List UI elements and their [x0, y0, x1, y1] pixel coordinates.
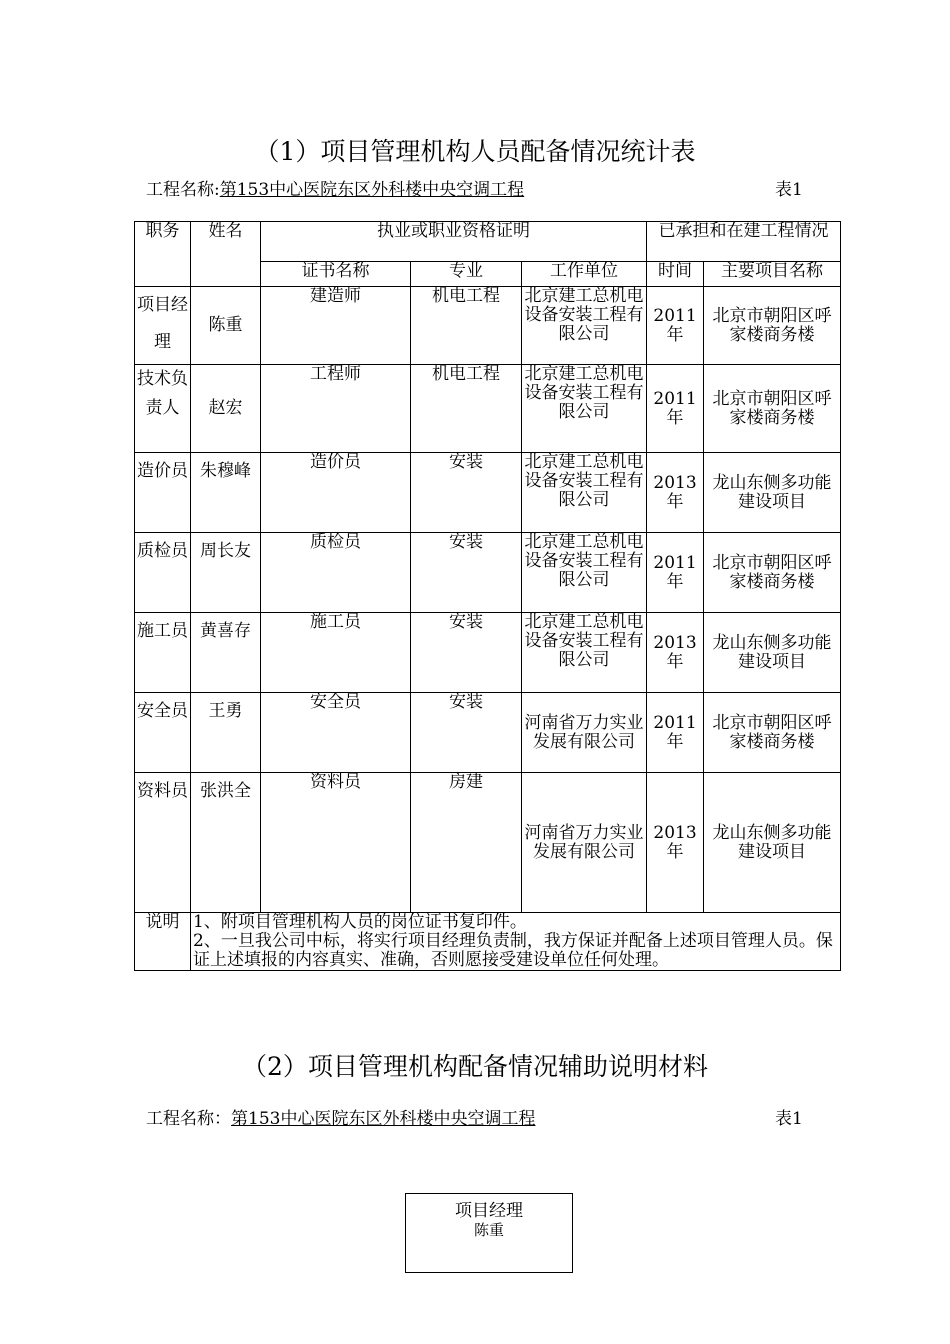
cell-employer: 北京建工总机电设备安装工程有限公司 — [522, 365, 647, 453]
cell-time: 2013年 — [647, 453, 704, 533]
cell-duty: 安全员 — [135, 693, 191, 773]
section1-title: （1）项目管理机构人员配备情况统计表 — [254, 137, 696, 166]
table-row — [135, 693, 841, 773]
cell-employer: 河南省万力实业发展有限公司 — [522, 693, 647, 773]
cell-employer: 北京建工总机电设备安装工程有限公司 — [522, 287, 647, 365]
table-note-row — [135, 913, 841, 971]
section2-title: （2）项目管理机构配备情况辅助说明材料 — [242, 1052, 708, 1081]
note-label: 说明 — [135, 913, 191, 971]
cell-duty: 施工员 — [135, 613, 191, 693]
header-duty: 职务 — [135, 222, 191, 287]
cell-project: 龙山东侧多功能建设项目 — [704, 773, 841, 913]
header-specialty: 专业 — [411, 262, 522, 287]
note-text — [191, 913, 841, 971]
project-name: 第153中心医院东区外科楼中央空调工程 — [219, 180, 525, 200]
header-cert-group: 执业或职业资格证明 — [261, 222, 647, 262]
table-row — [135, 613, 841, 693]
cell-name: 陈重 — [191, 287, 261, 365]
table-row — [135, 453, 841, 533]
cell-cert: 造价员 — [261, 453, 411, 533]
cell-specialty: 安装 — [411, 613, 522, 693]
cell-project: 龙山东侧多功能建设项目 — [704, 453, 841, 533]
note-line-2: 2、一旦我公司中标，将实行项目经理负责制，我方保证并配备上述项目管理人员。保证上述填报的内容真实、准确，否则愿接受建设单位任何处理。 — [193, 931, 833, 970]
cell-name: 王勇 — [191, 693, 261, 773]
project-name: 第153中心医院东区外科楼中央空调工程 — [231, 1109, 536, 1129]
header-project: 主要项目名称 — [704, 262, 841, 287]
org-chart-box — [405, 1193, 573, 1273]
cell-duty: 项目经理 — [135, 287, 191, 365]
cell-duty: 资料员 — [135, 773, 191, 913]
org-role: 项目经理 — [455, 1201, 523, 1221]
org-person: 陈重 — [473, 1221, 504, 1239]
table-row — [135, 773, 841, 913]
cell-cert: 安全员 — [261, 693, 411, 773]
section2-table-number: 表1 — [775, 1109, 803, 1129]
cell-cert: 资料员 — [261, 773, 411, 913]
table-row — [135, 533, 841, 613]
project-label: 工程名称: — [146, 180, 220, 200]
cell-time: 2013年 — [647, 773, 704, 913]
section1-project-line — [146, 175, 524, 200]
table-header-row — [135, 222, 841, 262]
cell-project: 龙山东侧多功能建设项目 — [704, 613, 841, 693]
cell-name: 朱穆峰 — [191, 453, 261, 533]
cell-specialty: 机电工程 — [411, 287, 522, 365]
cell-name: 张洪全 — [191, 773, 261, 913]
cell-time: 2011年 — [647, 365, 704, 453]
cell-time: 2011年 — [647, 693, 704, 773]
cell-duty: 造价员 — [135, 453, 191, 533]
cell-specialty: 房建 — [411, 773, 522, 913]
cell-cert: 施工员 — [261, 613, 411, 693]
cell-specialty: 安装 — [411, 453, 522, 533]
cell-project: 北京市朝阳区呼家楼商务楼 — [704, 365, 841, 453]
note-line-1: 1、附项目管理机构人员的岗位证书复印件。 — [193, 912, 527, 932]
cell-cert: 质检员 — [261, 533, 411, 613]
cell-duty: 质检员 — [135, 533, 191, 613]
cell-employer: 河南省万力实业发展有限公司 — [522, 773, 647, 913]
cell-project: 北京市朝阳区呼家楼商务楼 — [704, 533, 841, 613]
cell-cert: 工程师 — [261, 365, 411, 453]
table-row — [135, 287, 841, 365]
cell-employer: 北京建工总机电设备安装工程有限公司 — [522, 613, 647, 693]
cell-duty: 技术负责人 — [135, 365, 191, 453]
table-row — [135, 365, 841, 453]
cell-time: 2011年 — [647, 287, 704, 365]
cell-name: 周长友 — [191, 533, 261, 613]
staff-table — [134, 221, 841, 971]
cell-specialty: 安装 — [411, 533, 522, 613]
cell-specialty: 安装 — [411, 693, 522, 773]
cell-project: 北京市朝阳区呼家楼商务楼 — [704, 693, 841, 773]
header-employer: 工作单位 — [522, 262, 647, 287]
cell-time: 2011年 — [647, 533, 704, 613]
cell-cert: 建造师 — [261, 287, 411, 365]
project-label: 工程名称： — [146, 1109, 231, 1129]
cell-time: 2013年 — [647, 613, 704, 693]
header-exp-group: 已承担和在建工程情况 — [647, 222, 841, 262]
section2-project-line — [146, 1104, 535, 1129]
cell-project: 北京市朝阳区呼家楼商务楼 — [704, 287, 841, 365]
section1-table-number: 表1 — [775, 180, 803, 200]
cell-employer: 北京建工总机电设备安装工程有限公司 — [522, 453, 647, 533]
header-cert-name: 证书名称 — [261, 262, 411, 287]
header-name: 姓名 — [191, 222, 261, 287]
header-time: 时间 — [647, 262, 704, 287]
cell-name: 赵宏 — [191, 365, 261, 453]
cell-name: 黄喜存 — [191, 613, 261, 693]
cell-specialty: 机电工程 — [411, 365, 522, 453]
cell-employer: 北京建工总机电设备安装工程有限公司 — [522, 533, 647, 613]
